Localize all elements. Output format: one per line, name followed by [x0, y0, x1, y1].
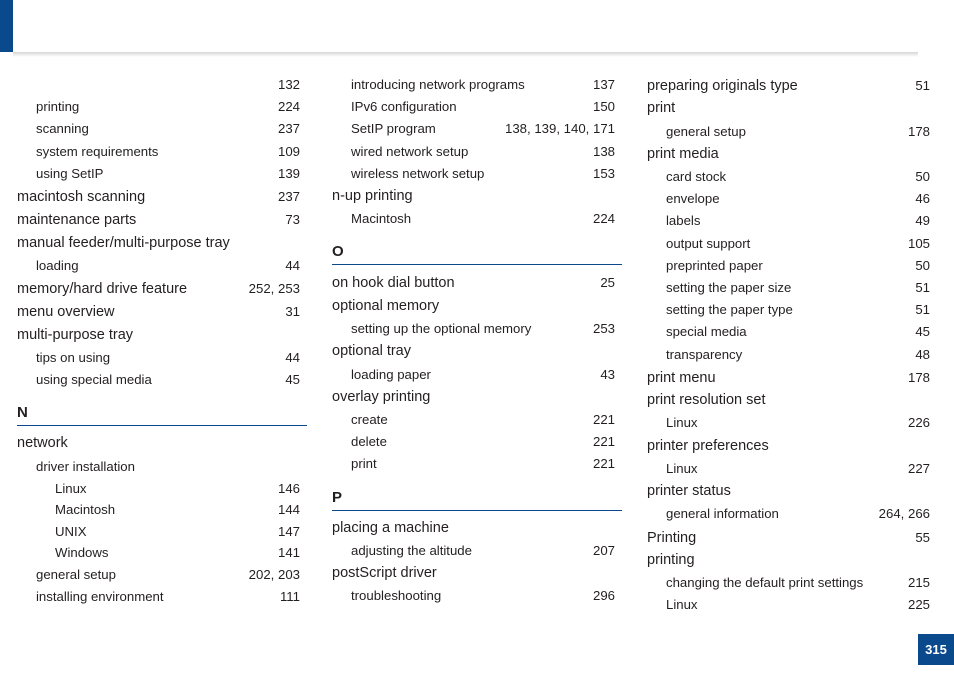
entry-label: changing the default print settings [666, 575, 864, 591]
entry-page-numbers[interactable]: 105 [907, 235, 930, 251]
index-entry [647, 143, 930, 166]
index-subentry [647, 299, 930, 321]
index-subentry [332, 141, 622, 163]
index-subentry [647, 412, 930, 434]
entry-label: wireless network setup [351, 165, 485, 181]
entry-label: wired network setup [351, 143, 469, 159]
index-subentry [332, 540, 622, 562]
entry-label: postScript driver [332, 565, 437, 582]
entry-label: network [17, 435, 68, 452]
entry-page-numbers[interactable]: 144 [277, 502, 300, 518]
entry-label: multi-purpose tray [17, 326, 134, 343]
entry-page-numbers[interactable]: 296 [592, 588, 615, 604]
index-column-1 [17, 74, 307, 608]
index-subentry [647, 255, 930, 277]
entry-page-numbers[interactable]: 111 [279, 588, 300, 604]
entry-page-numbers[interactable]: 215 [907, 575, 930, 591]
entry-page-numbers[interactable]: 226 [907, 415, 930, 431]
entry-page-numbers[interactable]: 227 [907, 460, 930, 476]
index-subentry [332, 163, 622, 185]
index-entry [647, 526, 930, 549]
index-subentry [647, 233, 930, 255]
entry-label: adjusting the altitude [351, 542, 472, 558]
index-entry [17, 232, 307, 255]
entry-page-numbers[interactable]: 45 [915, 324, 930, 340]
entry-page-numbers[interactable]: 31 [285, 304, 300, 320]
entry-label: Macintosh [55, 502, 116, 518]
entry-page-numbers[interactable]: 55 [915, 529, 930, 545]
entry-label: printing [36, 99, 80, 115]
entry-page-numbers[interactable]: 46 [915, 191, 930, 207]
entry-label: installing environment [36, 588, 164, 604]
entry-label: troubleshooting [351, 588, 442, 604]
entry-label: tips on using [36, 349, 111, 365]
index-subentry [647, 321, 930, 343]
index-subentry [647, 458, 930, 480]
entry-page-numbers[interactable]: 138 [592, 143, 615, 159]
index-subentry [332, 74, 622, 96]
entry-label: print media [647, 145, 719, 162]
entry-page-numbers[interactable]: 138, 139, 140, 171 [505, 121, 615, 137]
entry-page-numbers[interactable]: 178 [907, 369, 930, 385]
entry-label: on hook dial button [332, 275, 455, 292]
entry-label: Macintosh [351, 211, 412, 227]
entry-page-numbers[interactable]: 147 [277, 523, 300, 539]
entry-label: general setup [36, 566, 116, 582]
entry-label: Printing [647, 529, 697, 546]
entry-label: print menu [647, 369, 716, 386]
entry-label: setting the paper size [666, 280, 792, 296]
index-entry [17, 432, 307, 455]
entry-label: setting the paper type [666, 302, 793, 318]
entry-page-numbers[interactable]: 51 [915, 280, 930, 296]
index-subentry [332, 431, 622, 453]
entry-page-numbers[interactable]: 221 [592, 434, 615, 450]
entry-label: memory/hard drive feature [17, 281, 188, 298]
entry-label: introducing network programs [351, 77, 525, 92]
index-subentry [17, 564, 307, 586]
entry-label: envelope [666, 191, 720, 207]
entry-label: loading paper [351, 366, 431, 382]
entry-page-numbers[interactable]: 221 [592, 456, 615, 472]
entry-label: overlay printing [332, 388, 431, 405]
entry-page-numbers[interactable]: 264, 266 [878, 506, 930, 522]
entry-page-numbers[interactable]: 146 [277, 480, 300, 496]
entry-label: maintenance parts [17, 212, 137, 229]
index-entry [647, 74, 930, 97]
entry-page-numbers[interactable]: 73 [285, 212, 300, 228]
index-subentry [332, 585, 622, 607]
entry-label: driver installation [36, 458, 135, 474]
index-letter-heading: P [332, 486, 622, 511]
entry-page-numbers[interactable]: 150 [592, 99, 615, 115]
entry-label: Linux [666, 415, 698, 431]
index-subentry [17, 478, 307, 500]
index-subentry [17, 163, 307, 185]
page-number-badge: 315 [918, 634, 954, 665]
entry-label: special media [666, 324, 747, 340]
entry-label: Linux [55, 480, 87, 496]
index-entry [332, 562, 622, 585]
index-entry [647, 389, 930, 412]
index-letter-heading: N [17, 401, 307, 426]
entry-label: create [351, 411, 388, 427]
entry-label: placing a machine [332, 519, 449, 536]
index-subentry [647, 210, 930, 232]
entry-label: general setup [666, 123, 746, 139]
entry-page-numbers[interactable]: 225 [907, 597, 930, 613]
index-subentry [647, 344, 930, 366]
index-subentry [17, 74, 307, 96]
entry-page-numbers[interactable]: 141 [277, 545, 300, 561]
entry-page-numbers[interactable]: 51 [915, 302, 930, 318]
entry-label: optional tray [332, 343, 411, 360]
entry-page-numbers[interactable]: 253 [592, 321, 615, 337]
header-rule [13, 52, 918, 57]
entry-page-numbers[interactable]: 207 [592, 542, 615, 558]
entry-page-numbers[interactable]: 50 [915, 169, 930, 185]
index-entry [332, 517, 622, 540]
entry-label: macintosh scanning [17, 188, 146, 205]
entry-label: printer preferences [647, 437, 769, 454]
entry-label: card stock [666, 169, 727, 185]
entry-label: output support [666, 235, 751, 251]
index-subentry [332, 96, 622, 118]
entry-page-numbers[interactable]: 224 [592, 211, 615, 227]
index-entry [332, 295, 622, 318]
index-entry [647, 97, 930, 120]
entry-page-numbers[interactable]: 50 [915, 257, 930, 273]
entry-label: labels [666, 213, 701, 229]
entry-label: Windows [55, 545, 109, 561]
entry-page-numbers[interactable]: 109 [277, 143, 300, 159]
entry-page-numbers[interactable]: 252, 253 [248, 281, 300, 297]
entry-page-numbers[interactable]: 44 [285, 349, 300, 365]
index-entry [17, 277, 307, 300]
index-subentry [17, 141, 307, 163]
entry-label: delete [351, 434, 387, 450]
index-subentry [332, 364, 622, 386]
entry-label: preprinted paper [666, 257, 763, 273]
index-subentry [332, 318, 622, 340]
index-subentry [17, 456, 307, 478]
entry-label: printer status [647, 483, 731, 500]
entry-page-numbers[interactable]: 202, 203 [248, 566, 300, 582]
entry-page-numbers[interactable]: 44 [285, 257, 300, 273]
index-letter-heading: O [332, 240, 622, 265]
index-column-2 [332, 74, 622, 608]
index-column-3 [647, 74, 930, 616]
entry-page-numbers[interactable]: 25 [600, 275, 615, 291]
index-subentry [332, 453, 622, 475]
entry-label: using SetIP [36, 165, 104, 181]
entry-label: scanning [36, 121, 89, 137]
entry-page-numbers[interactable]: 48 [915, 346, 930, 362]
entry-label: Linux [666, 460, 698, 476]
entry-label: system requirements [36, 143, 159, 159]
entry-page-numbers[interactable]: 137 [592, 77, 615, 92]
entry-page-numbers[interactable]: 51 [915, 78, 930, 93]
index-subentry [17, 542, 307, 564]
index-subentry [647, 594, 930, 616]
header-accent-tab [0, 0, 13, 52]
index-entry [647, 480, 930, 503]
index-subentry [17, 118, 307, 140]
index-subentry [647, 277, 930, 299]
index-entry [332, 185, 622, 208]
entry-page-numbers[interactable]: 43 [600, 366, 615, 382]
index-subentry [17, 96, 307, 118]
entry-label: general information [666, 506, 779, 522]
entry-label: n-up printing [332, 187, 413, 204]
entry-label: UNIX [55, 523, 87, 539]
entry-label: setting up the optional memory [351, 321, 532, 337]
entry-label: optional memory [332, 297, 440, 314]
entry-label: IPv6 configuration [351, 99, 457, 115]
index-subentry [647, 503, 930, 525]
entry-page-numbers[interactable]: 178 [907, 123, 930, 139]
entry-page-numbers[interactable]: 153 [592, 165, 615, 181]
index-entry [17, 208, 307, 231]
entry-label: printing [647, 551, 695, 568]
entry-page-numbers[interactable]: 237 [277, 121, 300, 137]
index-entry [647, 549, 930, 572]
index-subentry [17, 347, 307, 369]
index-entry [17, 300, 307, 323]
index-entry [332, 340, 622, 363]
index-subentry [647, 572, 930, 594]
index-subentry [17, 369, 307, 391]
index-subentry [17, 521, 307, 543]
entry-label: preparing originals type [647, 78, 798, 94]
entry-page-numbers[interactable]: 139 [277, 165, 300, 181]
entry-label: print [647, 100, 676, 117]
index-entry [647, 435, 930, 458]
index-subentry [332, 409, 622, 431]
index-entry [17, 185, 307, 208]
entry-page-numbers[interactable]: 221 [592, 411, 615, 427]
entry-label: Linux [666, 597, 698, 613]
index-subentry [17, 499, 307, 521]
index-entry [332, 271, 622, 294]
entry-page-numbers[interactable]: 224 [277, 99, 300, 115]
index-entry [17, 324, 307, 347]
entry-page-numbers[interactable]: 45 [285, 372, 300, 388]
entry-page-numbers[interactable]: 237 [277, 188, 300, 204]
entry-page-numbers[interactable]: 132 [277, 77, 300, 92]
index-subentry [17, 255, 307, 277]
index-subentry [647, 121, 930, 143]
index-entry [647, 366, 930, 389]
entry-label: using special media [36, 372, 152, 388]
entry-label: print [351, 456, 377, 472]
index-subentry [647, 188, 930, 210]
entry-label: SetIP program [351, 121, 436, 137]
entry-page-numbers[interactable]: 49 [915, 213, 930, 229]
entry-label: menu overview [17, 304, 115, 321]
index-entry [332, 386, 622, 409]
entry-label: transparency [666, 346, 743, 362]
entry-label: loading [36, 257, 79, 273]
index-subentry [647, 166, 930, 188]
entry-label: print resolution set [647, 392, 766, 409]
entry-label: manual feeder/multi-purpose tray [17, 234, 230, 251]
index-subentry [332, 118, 622, 140]
index-subentry [17, 586, 307, 608]
index-subentry [332, 208, 622, 230]
